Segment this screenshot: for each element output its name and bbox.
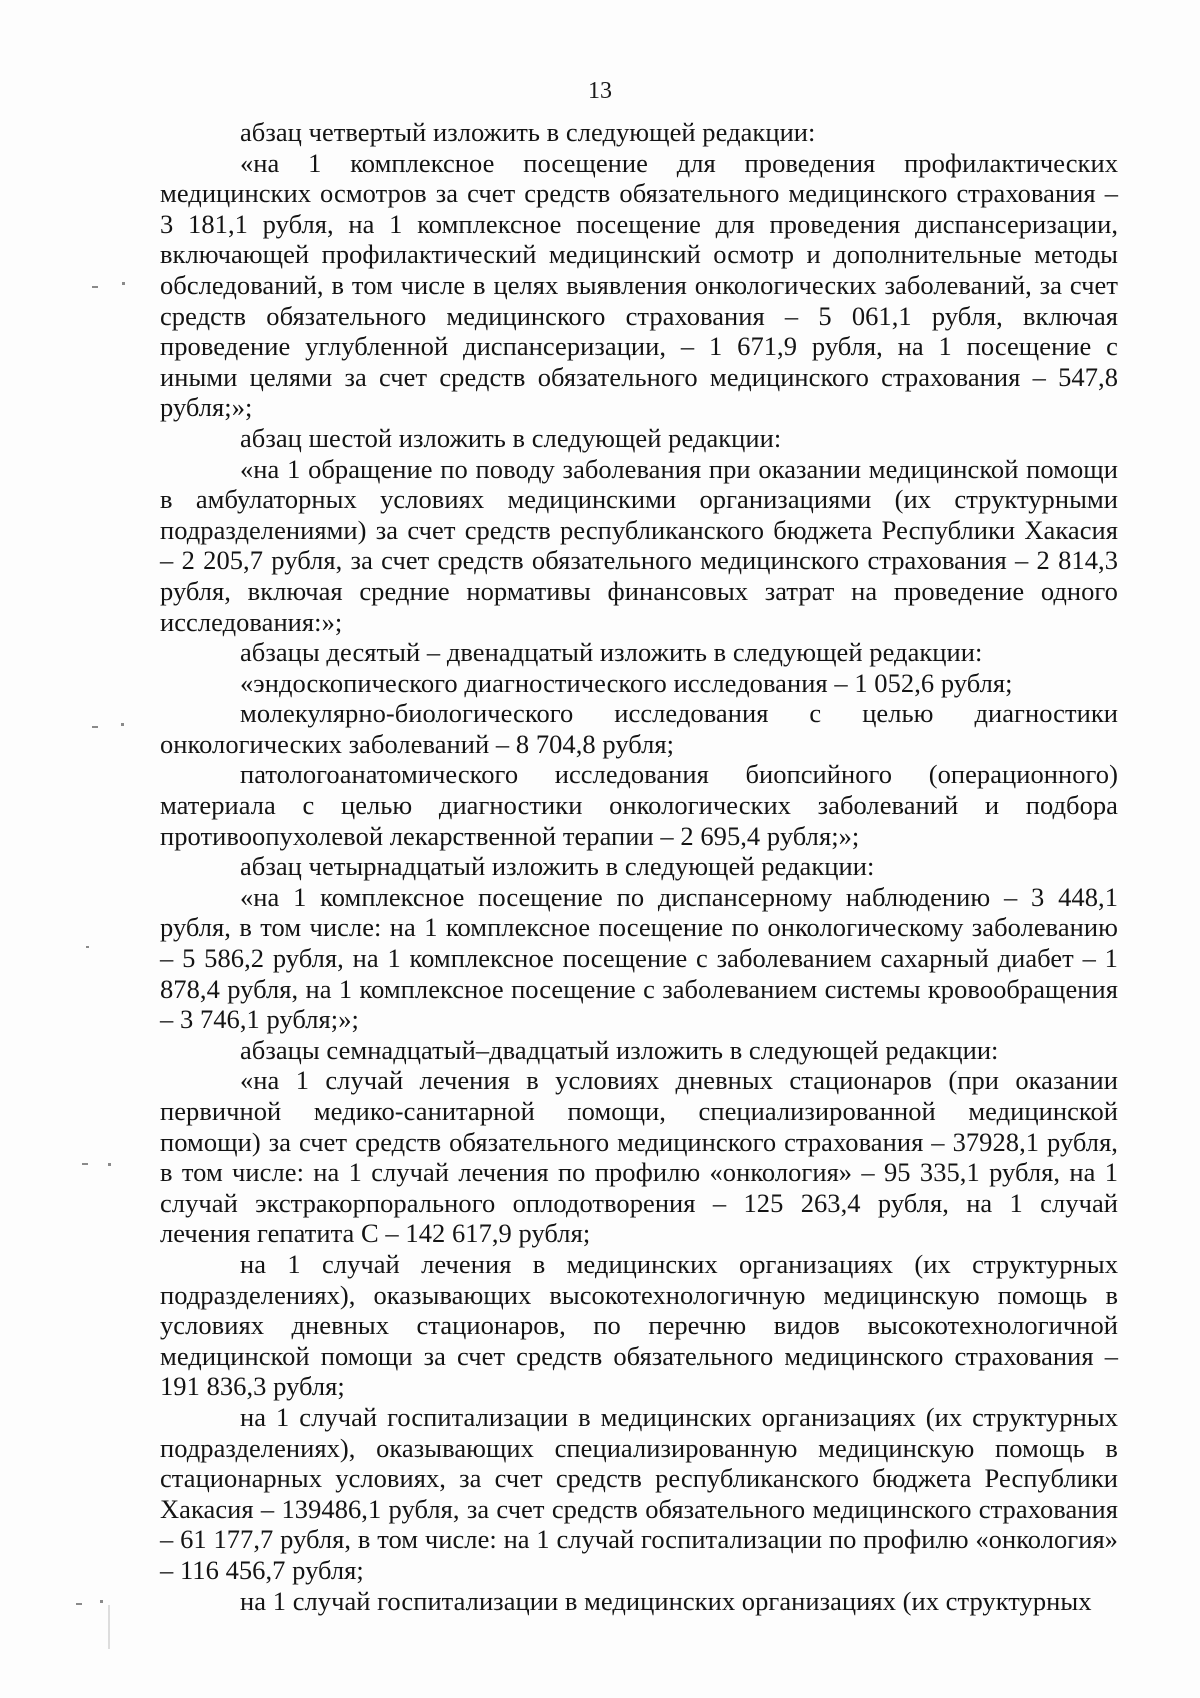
paragraph: «эндоскопического диагностического исследования – 1 052,6 рубля; <box>240 667 1013 698</box>
scan-speck <box>108 1163 111 1166</box>
paragraph: «на 1 комплексное посещение по диспансерному наблюдению – 3 448,1 рубля, в том числе: на 1 комплексное посещение по онкологическому заболеванию – 5 586,2 рубля, на 1 комплексное посещение с заболеванием сахарный диабет – 1 878,4 рубля, на 1 комплексное посещение с заболеванием системы кровообращения – 3 746,1 рубля;»; <box>160 881 1118 1035</box>
scan-speck <box>76 1603 82 1605</box>
scan-speck <box>121 723 124 726</box>
scan-speck <box>92 726 98 728</box>
document-body <box>160 117 1118 1616</box>
paragraph: на 1 случай госпитализации в медицинских организациях (их структурных <box>240 1585 1092 1616</box>
paragraph: на 1 случай госпитализации в медицинских организациях (их структурных подразделениях), оказывающих специализированную медицинскую помощь в стационарных условиях, за счет средств республиканского бюджета Республики Хакасия – 139486,1 рубля, за счет средств обязательного медицинского страхования – 61 177,7 рубля, в том числе: на 1 случай госпитализации по профилю «онкология» – 116 456,7 рубля; <box>160 1401 1118 1585</box>
paragraph: «на 1 случай лечения в условиях дневных стационаров (при оказании первичной медико-санитарной помощи, специализированной медицинской помощи) за счет средств обязательного медицинского страхования – 37928,1 рубля, в том числе: на 1 случай лечения по профилю «онкология» – 95 335,1 рубля, на 1 случай экстракорпорального оплодотворения – 125 263,4 рубля, на 1 случай лечения гепатита С – 142 617,9 рубля; <box>160 1065 1118 1249</box>
faded-stamp-mark <box>108 1605 284 1649</box>
paragraph: «на 1 обращение по поводу заболевания при оказании медицинской помощи в амбулаторных условиях медицинскими организациями (их структурными подразделениями) за счет средств республиканского бюджета Республики Хакасия – 2 205,7 рубля, за счет средств обязательного медицинского страхования – 2 814,3 рубля, включая средние нормативы финансовых затрат на проведение одного исследования:»; <box>160 453 1118 637</box>
paragraph: абзац шестой изложить в следующей редакции: <box>240 422 782 453</box>
paragraph: на 1 случай лечения в медицинских организациях (их структурных подразделениях), оказывающих высокотехнологичную медицинскую помощь в условиях дневных стационаров, по перечню видов высокотехнологичной медицинской помощи за счет средств обязательного медицинского страхования – 191 836,3 рубля; <box>160 1248 1118 1402</box>
scan-speck <box>92 286 98 288</box>
scan-speck <box>122 282 125 285</box>
scan-speck <box>100 1600 103 1603</box>
paragraph: молекулярно-биологического исследования с целью диагностики онкологических заболеваний – 8 704,8 рубля; <box>160 698 1118 759</box>
page-number: 13 <box>588 78 612 104</box>
scan-speck <box>86 946 89 948</box>
paragraph: абзацы десятый – двенадцатый изложить в следующей редакции: <box>240 637 983 668</box>
scan-speck <box>82 1163 88 1165</box>
paragraph: абзацы семнадцатый–двадцатый изложить в следующей редакции: <box>240 1034 999 1065</box>
paragraph: «на 1 комплексное посещение для проведения профилактических медицинских осмотров за счет средств обязательного медицинского страхования – 3 181,1 рубля, на 1 комплексное посещение для проведения диспансеризации, включающей профилактический медицинский осмотр и дополнительные методы обследований, в том числе в целях выявления онкологических заболеваний, за счет средств обязательного медицинского страхования – 5 061,1 рубля, включая проведение углубленной диспансеризации, – 1 671,9 рубля, на 1 посещение с иными целями за счет средств обязательного медицинского страхования – 547,8 рубля;»; <box>160 147 1118 423</box>
paragraph: абзац четырнадцатый изложить в следующей редакции: <box>240 851 875 882</box>
paragraph: патологоанатомического исследования биопсийного (операционного) материала с целью диагностики онкологических заболеваний и подбора противоопухолевой лекарственной терапии – 2 695,4 рубля;»; <box>160 759 1118 851</box>
paragraph: абзац четвертый изложить в следующей редакции: <box>240 117 816 147</box>
